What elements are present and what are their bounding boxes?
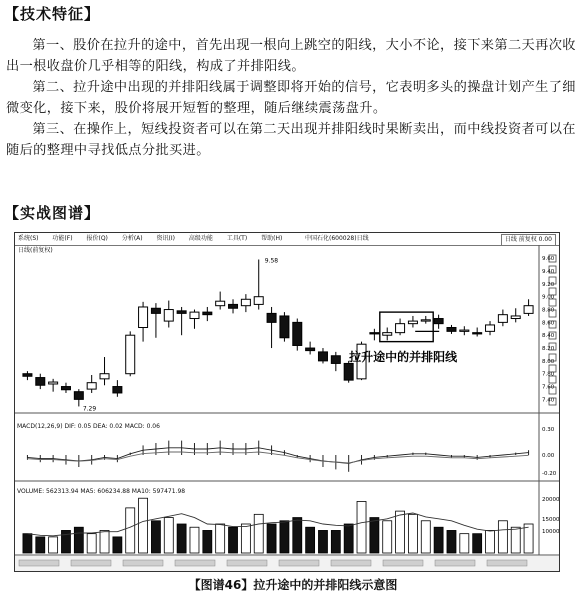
- paragraph-3: 第三、在操作上，短线投资者可以在第二天出现并排阳线时果断卖出，而中线投资者可以在随后的整理中寻找低点分批买进。: [6, 122, 576, 158]
- volume-bar: [344, 524, 353, 553]
- candle-up: [524, 306, 533, 314]
- price-tick-label: 7.60: [542, 384, 555, 391]
- volume-bar: [370, 518, 379, 553]
- price-tick-label: 7.80: [542, 371, 555, 378]
- menu-help[interactable]: 帮助(H): [261, 235, 283, 242]
- menu-quote[interactable]: 报价(Q): [86, 235, 108, 242]
- candle-down: [447, 328, 456, 332]
- volume-bar: [254, 514, 263, 553]
- candle-up: [486, 325, 495, 331]
- candle-down: [74, 392, 83, 400]
- volume-bar: [267, 524, 276, 553]
- candle-down: [344, 363, 353, 380]
- candle-up: [190, 312, 199, 318]
- candle-up: [139, 307, 148, 328]
- candle-up: [49, 382, 58, 384]
- volume-bar: [164, 518, 173, 553]
- paragraph-1: 第一、股价在拉升的途中，首先出现一根向上跳空的阳线，大小不论，接下来第二天再次收出一根收盘价几乎相等的阳线，构成了并排阳线。: [6, 38, 576, 74]
- section-title-features: 【技术特征】: [4, 5, 101, 23]
- volume-bar: [383, 521, 392, 553]
- candlestick-chart: [15, 233, 559, 571]
- menu-tools[interactable]: 工具(T): [226, 235, 248, 242]
- candle-up: [216, 301, 225, 305]
- status-cell: [71, 560, 111, 566]
- status-cell: [487, 560, 527, 566]
- volume-bar: [241, 524, 250, 553]
- menu-advanced[interactable]: 高级功能: [188, 235, 213, 242]
- macd-tick-label: -0.20: [542, 471, 557, 477]
- high-value-label: 9.58: [264, 257, 279, 265]
- annotation-label: 拉升途中的并排阳线: [349, 349, 458, 364]
- window-title: 中国石化(600028)日线: [305, 235, 369, 242]
- volume-bar: [49, 537, 58, 553]
- candle-up: [511, 316, 520, 319]
- volume-panel-label: VOLUME: 562313.94 MA5: 606234.88 MA10: 597471.98: [17, 488, 186, 495]
- volume-bar: [177, 524, 186, 553]
- candle-up: [126, 335, 135, 374]
- volume-bar: [293, 518, 302, 553]
- candle-down: [293, 322, 302, 345]
- price-tick-label: 8.20: [542, 346, 555, 353]
- volume-bar: [331, 530, 340, 553]
- candle-up: [254, 297, 263, 305]
- status-cell: [19, 560, 59, 566]
- volume-bar: [74, 527, 83, 553]
- volume-bar: [473, 534, 482, 553]
- candle-down: [473, 333, 482, 334]
- candle-down: [434, 319, 443, 324]
- volume-bar: [318, 530, 327, 553]
- volume-tick-label: 15000: [542, 517, 559, 523]
- volume-bar: [421, 521, 430, 553]
- candle-down: [306, 348, 315, 351]
- chart-mode-tag[interactable]: 日线 前复权 0.00: [501, 234, 556, 246]
- candle-down: [61, 387, 70, 390]
- volume-bar: [524, 524, 533, 553]
- volume-bar: [203, 530, 212, 553]
- volume-bar: [190, 527, 199, 553]
- volume-bar: [100, 530, 109, 553]
- status-cell: [175, 560, 215, 566]
- volume-bar: [151, 521, 160, 553]
- volume-bar: [280, 521, 289, 553]
- candle-up: [100, 374, 109, 379]
- volume-tick-label: 20000: [542, 497, 559, 503]
- price-tick-label: 7.40: [542, 397, 555, 404]
- candle-down: [331, 356, 340, 364]
- price-tick-label: 8.00: [542, 358, 555, 365]
- candle-down: [113, 387, 122, 393]
- volume-bar: [126, 508, 135, 553]
- figure-caption: 【图谱46】拉升途中的并排阳线示意图: [188, 578, 398, 592]
- volume-bar: [486, 530, 495, 553]
- volume-bar: [511, 527, 520, 553]
- volume-bar: [139, 498, 148, 553]
- candle-up: [498, 315, 507, 323]
- volume-bar: [87, 534, 96, 553]
- candle-down: [151, 308, 160, 313]
- price-tick-label: 9.20: [542, 281, 555, 288]
- volume-bar: [396, 511, 405, 553]
- candle-down: [318, 352, 327, 361]
- menu-info[interactable]: 资讯(I): [156, 235, 175, 242]
- volume-bar: [357, 501, 366, 553]
- candle-up: [408, 321, 417, 324]
- candle-up: [87, 383, 96, 389]
- candle-up: [396, 324, 405, 333]
- macd-dif-line: [27, 448, 528, 464]
- menu-function[interactable]: 功能(F): [52, 235, 73, 242]
- candle-down: [229, 304, 238, 308]
- status-cell: [435, 560, 475, 566]
- price-tick-label: 9.60: [542, 256, 555, 263]
- candle-down: [280, 316, 289, 338]
- candle-down: [203, 312, 212, 315]
- volume-bar: [23, 534, 32, 553]
- status-cell: [227, 560, 267, 566]
- status-cell: [279, 560, 319, 566]
- status-cell: [331, 560, 371, 566]
- price-tick-label: 8.60: [542, 320, 555, 327]
- volume-bar: [229, 527, 238, 553]
- stock-software-screenshot: [14, 232, 560, 572]
- price-tick-label: 8.40: [542, 333, 555, 340]
- status-cell: [123, 560, 163, 566]
- candle-up: [241, 299, 250, 305]
- price-panel-label: 日线(前复权): [18, 247, 53, 254]
- price-tick-label: 8.80: [542, 307, 555, 314]
- macd-tick-label: 0.30: [542, 427, 555, 433]
- volume-bar: [113, 537, 122, 553]
- volume-bar: [408, 514, 417, 553]
- status-cell: [383, 560, 423, 566]
- highlight-box: [380, 312, 433, 342]
- volume-bar: [306, 527, 315, 553]
- menu-analysis[interactable]: 分析(A): [121, 235, 143, 242]
- menu-system[interactable]: 系统(S): [18, 235, 39, 242]
- candle-down: [23, 374, 32, 377]
- volume-tick-label: 10000: [542, 529, 559, 535]
- volume-bar: [36, 537, 45, 553]
- candle-up: [383, 333, 392, 336]
- macd-tick-label: 0.00: [542, 453, 555, 459]
- price-tick-label: 9.40: [542, 269, 555, 276]
- low-value-label: 7.29: [82, 405, 97, 413]
- volume-bar: [216, 524, 225, 553]
- volume-bar: [434, 527, 443, 553]
- volume-bar: [447, 530, 456, 553]
- macd-panel-label: MACD(12,26,9) DIF: 0.05 DEA: 0.02 MACD: 0.06: [17, 423, 160, 430]
- candle-up: [421, 320, 430, 321]
- section-title-chart: 【实战图谱】: [4, 204, 101, 222]
- candle-down: [370, 333, 379, 334]
- candle-up: [460, 330, 469, 331]
- candle-down: [267, 313, 276, 322]
- candle-up: [164, 310, 173, 322]
- candle-down: [36, 378, 45, 386]
- candle-down: [177, 311, 186, 314]
- volume-bar: [460, 534, 469, 553]
- volume-bar: [498, 521, 507, 553]
- paragraph-2: 第二、拉升途中出现的并排阳线属于调整即将开始的信号，它表明多头的操盘计划产生了细微变化，接下来，股价将展开短暂的整理，随后继续震荡盘升。: [6, 80, 576, 116]
- price-tick-label: 9.00: [542, 294, 555, 301]
